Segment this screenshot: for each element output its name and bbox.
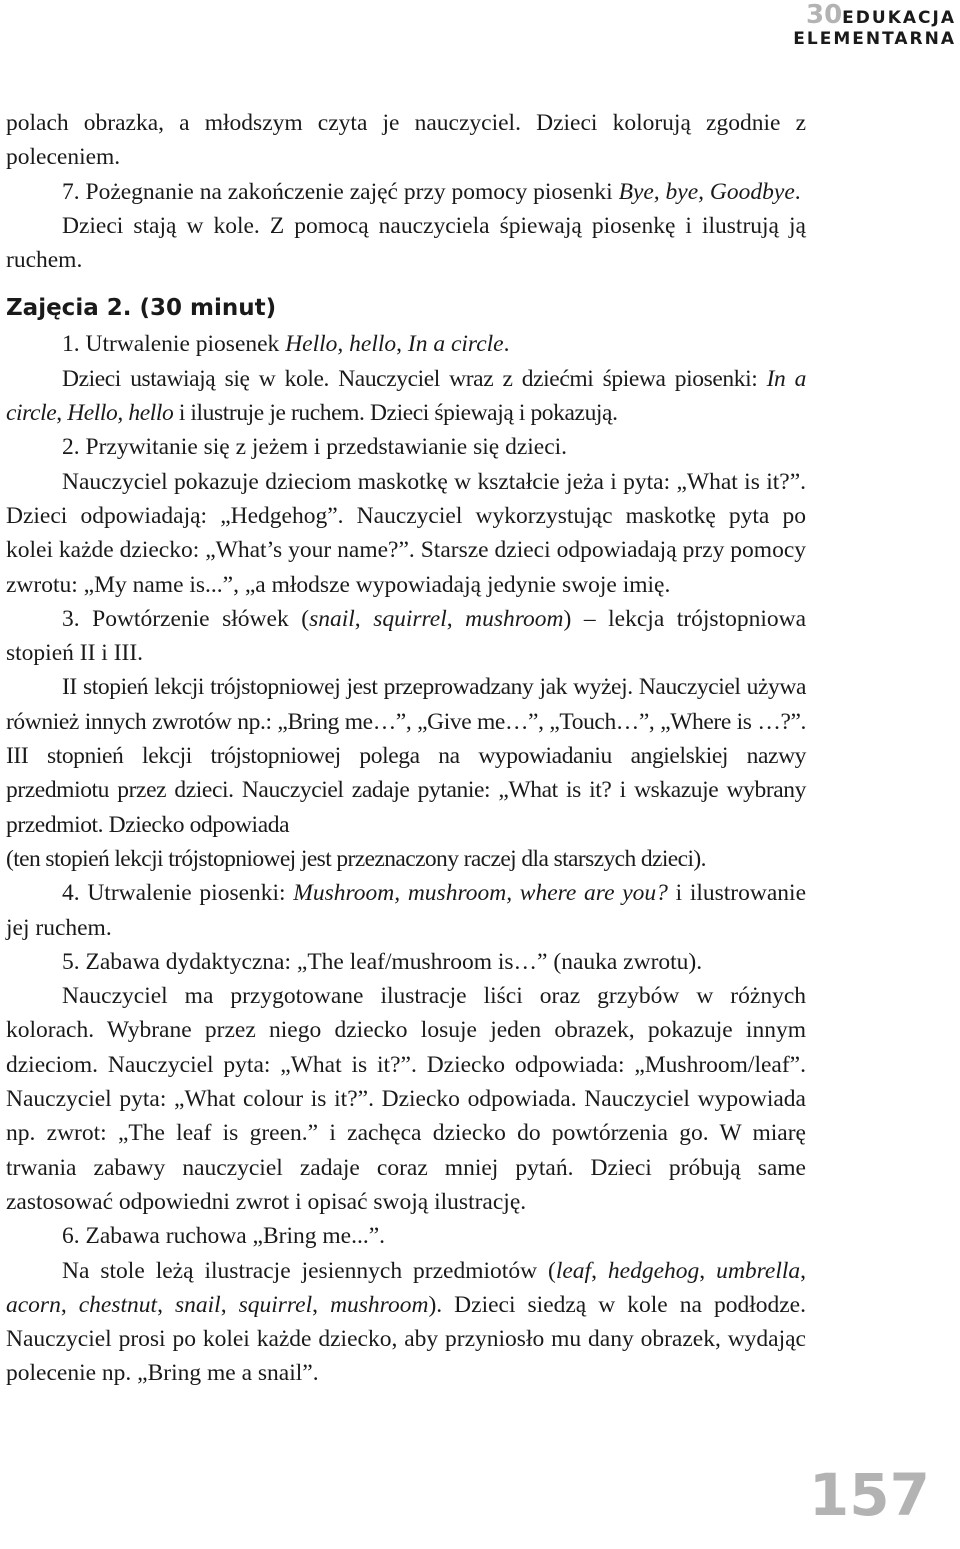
text-run: 4. Utrwalenie piosenki: xyxy=(62,880,294,907)
paragraph: II stopień lekcji trójstopniowej jest przeprowadzany jak wyżej. Nauczyciel używa również innych zwrotów np.: „Bring me…”, „Give me…”, „Touch…”, „Where is …?”. III stopnień lekcji trójstopniowej polega na wypowiadaniu angielskiej nazwy przedmiotu przez dzieci. Nauczyciel zadaje pytanie: „What is it? i wskazuje wybrany przedmiot. Dziecko odpowiada xyxy=(6,674,806,838)
paragraph: polach obrazka, a młodszym czyta je nauczyciel. Dzieci kolorują zgodnie z poleceniem. xyxy=(6,110,806,171)
text-run: , xyxy=(396,331,408,358)
paragraph xyxy=(6,602,806,671)
text-run: , xyxy=(157,1291,175,1318)
paragraph: 6. Zabawa ruchowa „Bring me...”. xyxy=(62,1223,385,1250)
text-run: 7. Pożegnanie na zakończenie zajęć przy pomocy piosenki xyxy=(62,178,619,205)
vocab-word: squirrel xyxy=(373,605,447,632)
song-title: Hello, hello xyxy=(67,400,174,427)
text-run: Na stole leżą ilustracje jesiennych przedmiotów ( xyxy=(62,1257,556,1284)
page-body xyxy=(6,106,806,1391)
paragraph: Nauczyciel ma przygotowane ilustracje liści oraz grzybów w różnych kolorach. Wybrane przez niego dziecko losuje jeden obrazek, pokazuje innym dzieciom. Nauczyciel pyta: „What is it?”. Dziecko odpowiada: „Mushroom/leaf”. Nauczyciel pyta: „What colour is it?”. Dziecko odpowiada. Nauczyciel wypowiada np. zwrot: „The leaf is green.” i zachęca dziecko do powtórzenia go. W miarę trwania zabawy nauczyciel zadaje coraz mniej pytań. Dzieci próbują same zastosować odpowiedni zwrot i opisać swoją ilustrację. xyxy=(6,983,806,1215)
vocab-word: mushroom xyxy=(465,605,564,632)
paragraph: 5. Zabawa dydaktyczna: „The leaf/mushroom is…” (nauka zwrotu). xyxy=(62,948,703,975)
song-title: In a circle xyxy=(407,331,504,358)
header-journal-line2: ELEMENTARNA xyxy=(793,29,956,49)
text-run: , xyxy=(354,605,374,632)
paragraph xyxy=(6,362,806,431)
text-run: , xyxy=(312,1291,331,1318)
paragraph xyxy=(6,1254,806,1391)
song-title: Mushroom, mushroom, where are you? xyxy=(293,880,668,907)
section-heading: Zajęcia 2. (30 minut) xyxy=(6,295,277,322)
vocab-word: chestnut xyxy=(78,1291,158,1318)
vocab-word: hedgehog xyxy=(607,1257,700,1284)
text-run: Dzieci ustawiają się w kole. Nauczyciel wraz z dziećmi śpiewa piosenki: xyxy=(62,365,767,392)
vocab-word: umbrella xyxy=(716,1257,801,1284)
text-run: i ilustruje je ruchem. Dzieci śpiewają i pokazują. xyxy=(173,400,618,427)
paragraph xyxy=(6,876,806,945)
page-number: 157 xyxy=(808,1461,930,1529)
text-run: ) – lekcja trójstopniowa stopień II i III. xyxy=(6,605,807,667)
vocab-word: snail xyxy=(309,605,355,632)
song-title: Hello, hello xyxy=(285,331,397,358)
text-run: , xyxy=(56,400,68,427)
vocab-word: acorn xyxy=(6,1291,61,1318)
vocab-word: mushroom xyxy=(330,1291,429,1318)
text-run: . xyxy=(503,331,510,358)
text-run: , xyxy=(591,1257,608,1284)
text-run: , xyxy=(220,1291,239,1318)
text-run: , xyxy=(800,1257,806,1284)
paragraph: Nauczyciel pokazuje dzieciom maskotkę w kształcie jeża i pyta: „What is it?”. Dzieci odpowiadają: „Hedgehog”. Nauczyciel wykorzystując maskotkę pyta po kolei każde dziecko: „What’s your name?”. Starsze dzieci odpowiadają przy pomocy zwrotu: „My name is...”, „a młodsze wypowiadają jedynie swoje imię. xyxy=(6,468,806,598)
text-run: , xyxy=(446,605,466,632)
text-run: , xyxy=(699,1257,717,1284)
text-run: 3. Powtórzenie słówek ( xyxy=(62,605,310,632)
paragraph xyxy=(6,175,806,209)
paragraph: 2. Przywitanie się z jeżem i przedstawianie się dzieci. xyxy=(62,434,568,461)
text-run: 1. Utrwalenie piosenek xyxy=(62,331,286,358)
paragraph: (ten stopień lekcji trójstopniowej jest przeznaczony raczej dla starszych dzieci). xyxy=(6,845,706,872)
running-header xyxy=(793,2,956,48)
paragraph xyxy=(6,327,806,361)
paragraph: Dzieci stają w kole. Z pomocą nauczyciela śpiewają piosenkę i ilustrują ją ruchem. xyxy=(6,212,806,274)
vocab-word: snail xyxy=(174,1291,221,1318)
song-title: In a circle xyxy=(6,365,806,427)
vocab-word: squirrel xyxy=(238,1291,313,1318)
text-run: , xyxy=(60,1291,79,1318)
text-run: . xyxy=(794,178,801,205)
song-title: Bye, bye, Goodbye xyxy=(618,178,795,205)
text-run: ). Dzieci siedzą w kole na podłodze. Nauczyciel prosi po kolei każde dziecko, aby przyniosło mu dany obrazek, wydając polecenie np. „Bring me a snail”. xyxy=(6,1291,806,1387)
text-run: i ilustrowanie jej ruchem. xyxy=(6,880,806,941)
header-page-prefix: 30 xyxy=(805,0,843,30)
header-journal-line1: EDUKACJA xyxy=(842,8,956,28)
vocab-word: leaf xyxy=(555,1257,592,1284)
